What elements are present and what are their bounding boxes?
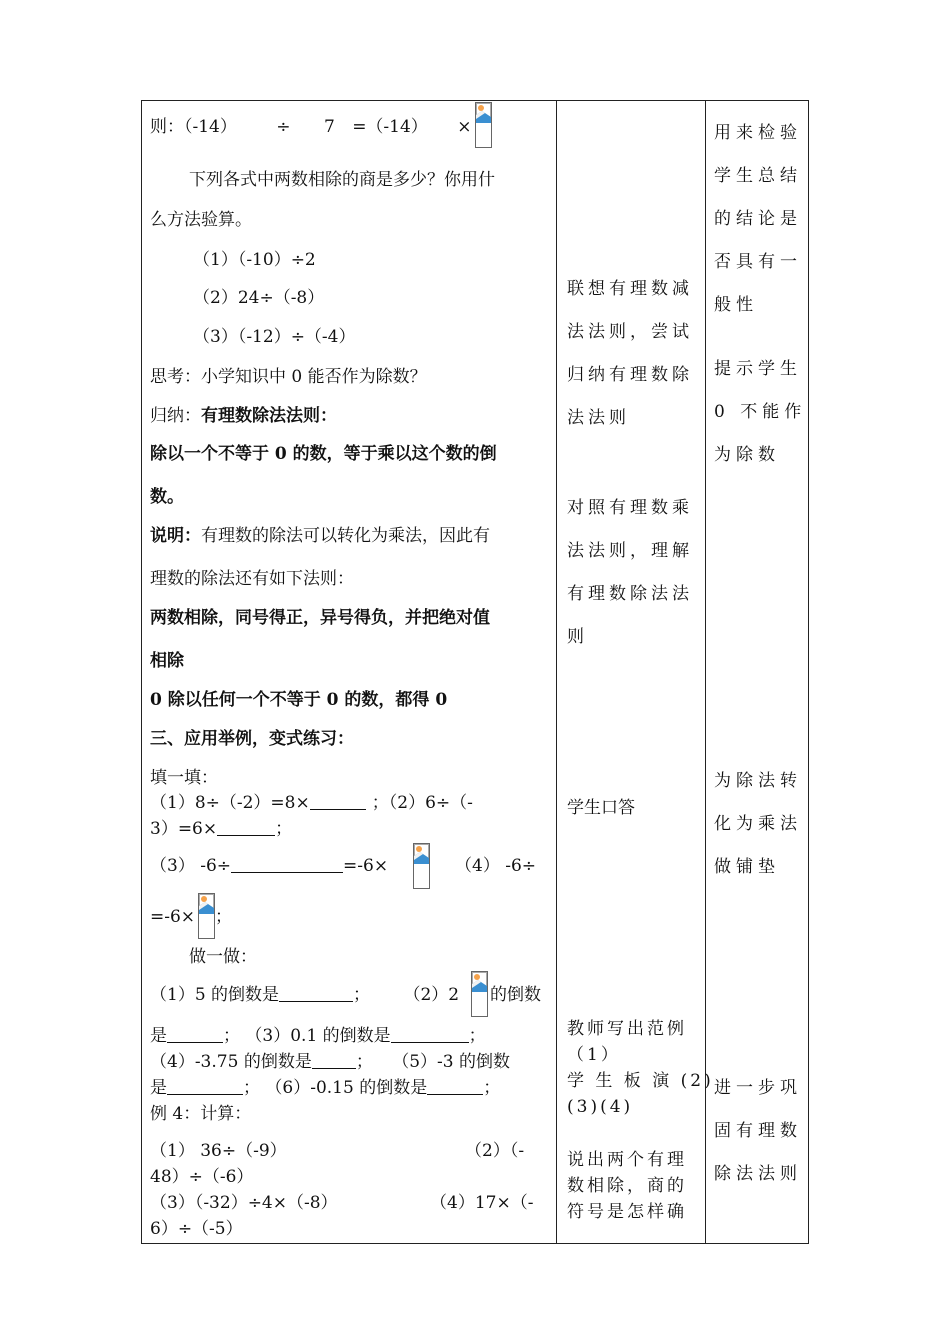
do-line-3: （4）-3.75 的倒数是 ； （5）-3 的倒数: [150, 1052, 511, 1072]
fill-line-4: （4） -6÷: [455, 856, 537, 876]
column-divider: [556, 101, 557, 1243]
broken-image-icon: [471, 971, 488, 1017]
fill-title: 填一填：: [150, 768, 218, 788]
question-3: （3）（-12）÷（-4）: [193, 327, 356, 347]
fill-line-4-cont: =-6×: [150, 907, 196, 927]
calc-2: （2）（-: [465, 1141, 525, 1161]
calc-4: （4）17×（-: [430, 1193, 534, 1213]
broken-image-icon: [198, 893, 215, 939]
explanation: 说明：有理数的除法可以转化为乘法，因此有: [150, 526, 490, 546]
question-intro: 下列各式中两数相除的商是多少？你用什: [189, 170, 495, 190]
question-1: （1）（-10）÷2: [193, 250, 316, 270]
division-example-line: 则：（-14） ÷ 7 =（-14） ×: [150, 117, 472, 137]
answer-blank[interactable]: [391, 1027, 469, 1043]
do-line-4: 是 ； （6）-0.15 的倒数是 ；: [150, 1078, 501, 1098]
design-intent-2: 提示学生 0 不能作 为除数: [714, 359, 807, 465]
do-title: 做一做：: [189, 947, 257, 967]
division-rule: 除以一个不等于 0 的数，等于乘以这个数的倒: [150, 444, 497, 464]
sign-rule: 两数相除，同号得正，异号得负，并把绝对值: [150, 608, 490, 628]
section-heading: 三、应用举例，变式练习：: [150, 729, 354, 749]
calc-2-cont: 48）÷（-6）: [150, 1167, 254, 1187]
broken-image-icon: [413, 843, 430, 889]
answer-blank[interactable]: [312, 1053, 356, 1069]
division-rule-cont: 数。: [150, 487, 184, 507]
question-intro-cont: 么方法验算。: [150, 210, 252, 230]
question-2: （2）24÷（-8）: [193, 288, 325, 308]
student-activity-1: 联想有理数减 法法则，尝试 归纳有理数除 法法则: [567, 279, 693, 428]
answer-blank[interactable]: [167, 1079, 243, 1095]
broken-image-icon: [475, 102, 492, 148]
answer-blank[interactable]: [167, 1027, 223, 1043]
answer-blank[interactable]: [279, 986, 353, 1002]
do-line-1: （1）5 的倒数是 ； （2）2: [150, 985, 460, 1005]
zero-rule: 0 除以任何一个不等于 0 的数，都得 0: [150, 690, 448, 710]
induce-line: 归纳：有理数除法法则：: [150, 406, 337, 426]
fill-line-1: （1）8÷（-2）=8× ；（2）6÷（-: [150, 793, 473, 813]
calc-1: （1） 36÷（-9）: [150, 1141, 287, 1161]
student-activity-3: 学生口答: [567, 798, 635, 818]
calc-3: （3）（-32）÷4×（-8）: [150, 1193, 338, 1213]
student-activity-5: 说出两个有理 数相除，商的 符号是怎样确: [567, 1150, 687, 1222]
design-intent-1: 用来检验 学生总结 的结论是 否具有一 般性: [714, 123, 802, 315]
student-activity-2: 对照有理数乘 法法则，理解 有理数除法法 则: [567, 498, 693, 647]
think-prompt: 思考：小学知识中 0 能否作为除数？: [150, 367, 427, 387]
answer-blank[interactable]: [217, 820, 275, 836]
answer-blank[interactable]: [231, 857, 343, 873]
answer-blank[interactable]: [310, 794, 366, 810]
do-line-2: 是 ； （3）0.1 的倒数是 ；: [150, 1026, 486, 1046]
answer-blank[interactable]: [427, 1079, 483, 1095]
example-4-title: 例 4：计算：: [150, 1104, 252, 1124]
design-intent-3: 为除法转 化为乘法 做铺垫: [714, 771, 802, 877]
fill-line-3: （3） -6÷ =-6×: [150, 856, 389, 876]
sign-rule-cont: 相除: [150, 651, 184, 671]
student-activity-4: 教师写出范例 （1） 学 生 板 演 (2) (3)(4): [567, 1019, 714, 1117]
calc-4-cont: 6）÷（-5）: [150, 1219, 243, 1239]
fill-line-1-cont: 3）=6× ；: [150, 819, 293, 839]
design-intent-4: 进一步巩 固有理数 除法法则: [714, 1078, 802, 1184]
explanation-cont: 理数的除法还有如下法则：: [150, 569, 354, 589]
